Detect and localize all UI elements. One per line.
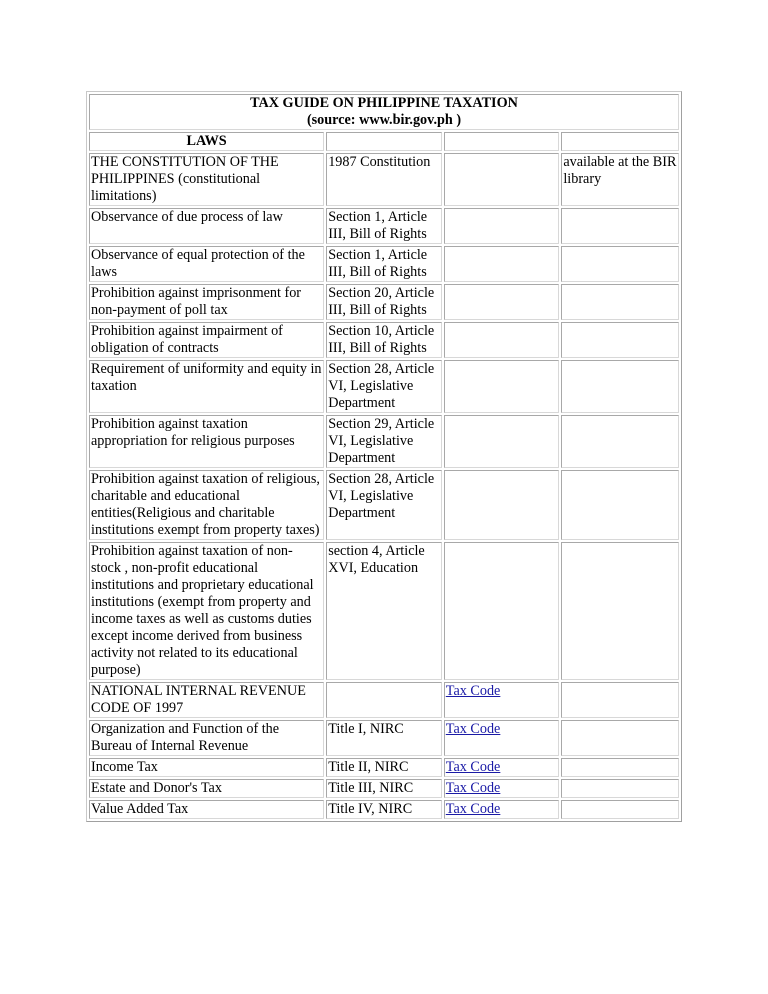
tax-code-link[interactable]: Tax Code [445, 801, 501, 817]
law-cell: Prohibition against impairment of obligation of contracts [89, 322, 324, 358]
note-cell [561, 779, 679, 798]
header-laws: LAWS [89, 132, 324, 151]
link-cell [444, 415, 560, 468]
law-cell: Observance of equal protection of the laws [89, 246, 324, 282]
link-cell [444, 720, 560, 756]
reference-cell: Section 29, Article VI, Legislative Department [326, 415, 442, 468]
law-cell: Organization and Function of the Bureau of Internal Revenue [89, 720, 324, 756]
link-cell [444, 470, 560, 540]
table-row [89, 720, 679, 756]
link-cell [444, 758, 560, 777]
link-cell [444, 360, 560, 413]
table-row [89, 758, 679, 777]
note-cell [561, 246, 679, 282]
reference-cell: Section 28, Article VI, Legislative Department [326, 470, 442, 540]
reference-cell: Title I, NIRC [326, 720, 442, 756]
reference-cell: Title II, NIRC [326, 758, 442, 777]
note-cell [561, 284, 679, 320]
tax-guide-table [86, 91, 682, 822]
note-cell [561, 720, 679, 756]
header-col4 [561, 132, 679, 151]
law-cell: Value Added Tax [89, 800, 324, 819]
header-row [89, 132, 679, 151]
link-cell [444, 682, 560, 718]
note-cell [561, 322, 679, 358]
table-row [89, 415, 679, 468]
header-col3 [444, 132, 560, 151]
reference-cell [326, 682, 442, 718]
note-cell [561, 758, 679, 777]
reference-cell: Section 1, Article III, Bill of Rights [326, 208, 442, 244]
reference-cell: Section 28, Article VI, Legislative Department [326, 360, 442, 413]
note-cell [561, 208, 679, 244]
link-cell [444, 284, 560, 320]
document-title: TAX GUIDE ON PHILIPPINE TAXATION [250, 95, 518, 111]
note-cell [561, 542, 679, 680]
tax-code-link[interactable]: Tax Code [445, 683, 501, 699]
law-cell: Prohibition against imprisonment for non-payment of poll tax [89, 284, 324, 320]
link-cell [444, 208, 560, 244]
table-row [89, 284, 679, 320]
document-page [86, 91, 682, 822]
table-row [89, 322, 679, 358]
table-row [89, 153, 679, 206]
law-cell: Prohibition against taxation of non-stock , non-profit educational institutions and proprietary educational institutions (exempt from property and income taxes as well as customs duties except income derived from business activity not related to its educational purpose) [89, 542, 324, 680]
law-cell: THE CONSTITUTION OF THE PHILIPPINES (constitutional limitations) [89, 153, 324, 206]
link-cell [444, 542, 560, 680]
tax-code-link[interactable]: Tax Code [445, 780, 501, 796]
reference-cell: Section 10, Article III, Bill of Rights [326, 322, 442, 358]
link-cell [444, 246, 560, 282]
law-cell: Prohibition against taxation of religious, charitable and educational entities(Religious and charitable institutions exempt from property taxes) [89, 470, 324, 540]
note-cell [561, 415, 679, 468]
law-cell: Observance of due process of law [89, 208, 324, 244]
law-cell: Prohibition against taxation appropriation for religious purposes [89, 415, 324, 468]
table-row [89, 470, 679, 540]
reference-cell: 1987 Constitution [326, 153, 442, 206]
tax-code-link[interactable]: Tax Code [445, 721, 501, 737]
reference-cell: Title III, NIRC [326, 779, 442, 798]
reference-cell: Title IV, NIRC [326, 800, 442, 819]
link-cell [444, 322, 560, 358]
document-subtitle: (source: www.bir.gov.ph ) [306, 112, 462, 128]
law-cell: NATIONAL INTERNAL REVENUE CODE OF 1997 [89, 682, 324, 718]
table-row [89, 682, 679, 718]
table-row [89, 542, 679, 680]
table-row [89, 800, 679, 819]
link-cell [444, 779, 560, 798]
note-cell [561, 682, 679, 718]
law-cell: Estate and Donor's Tax [89, 779, 324, 798]
reference-cell: section 4, Article XVI, Education [326, 542, 442, 680]
law-cell: Requirement of uniformity and equity in taxation [89, 360, 324, 413]
note-cell: available at the BIR library [561, 153, 679, 206]
note-cell [561, 360, 679, 413]
law-cell: Income Tax [89, 758, 324, 777]
reference-cell: Section 1, Article III, Bill of Rights [326, 246, 442, 282]
link-cell [444, 800, 560, 819]
table-row [89, 779, 679, 798]
table-row [89, 246, 679, 282]
table-row [89, 208, 679, 244]
link-cell [444, 153, 560, 206]
note-cell [561, 800, 679, 819]
header-col2 [326, 132, 442, 151]
tax-code-link[interactable]: Tax Code [445, 759, 501, 775]
table-row [89, 360, 679, 413]
title-cell [89, 94, 679, 130]
reference-cell: Section 20, Article III, Bill of Rights [326, 284, 442, 320]
title-row [89, 94, 679, 130]
note-cell [561, 470, 679, 540]
